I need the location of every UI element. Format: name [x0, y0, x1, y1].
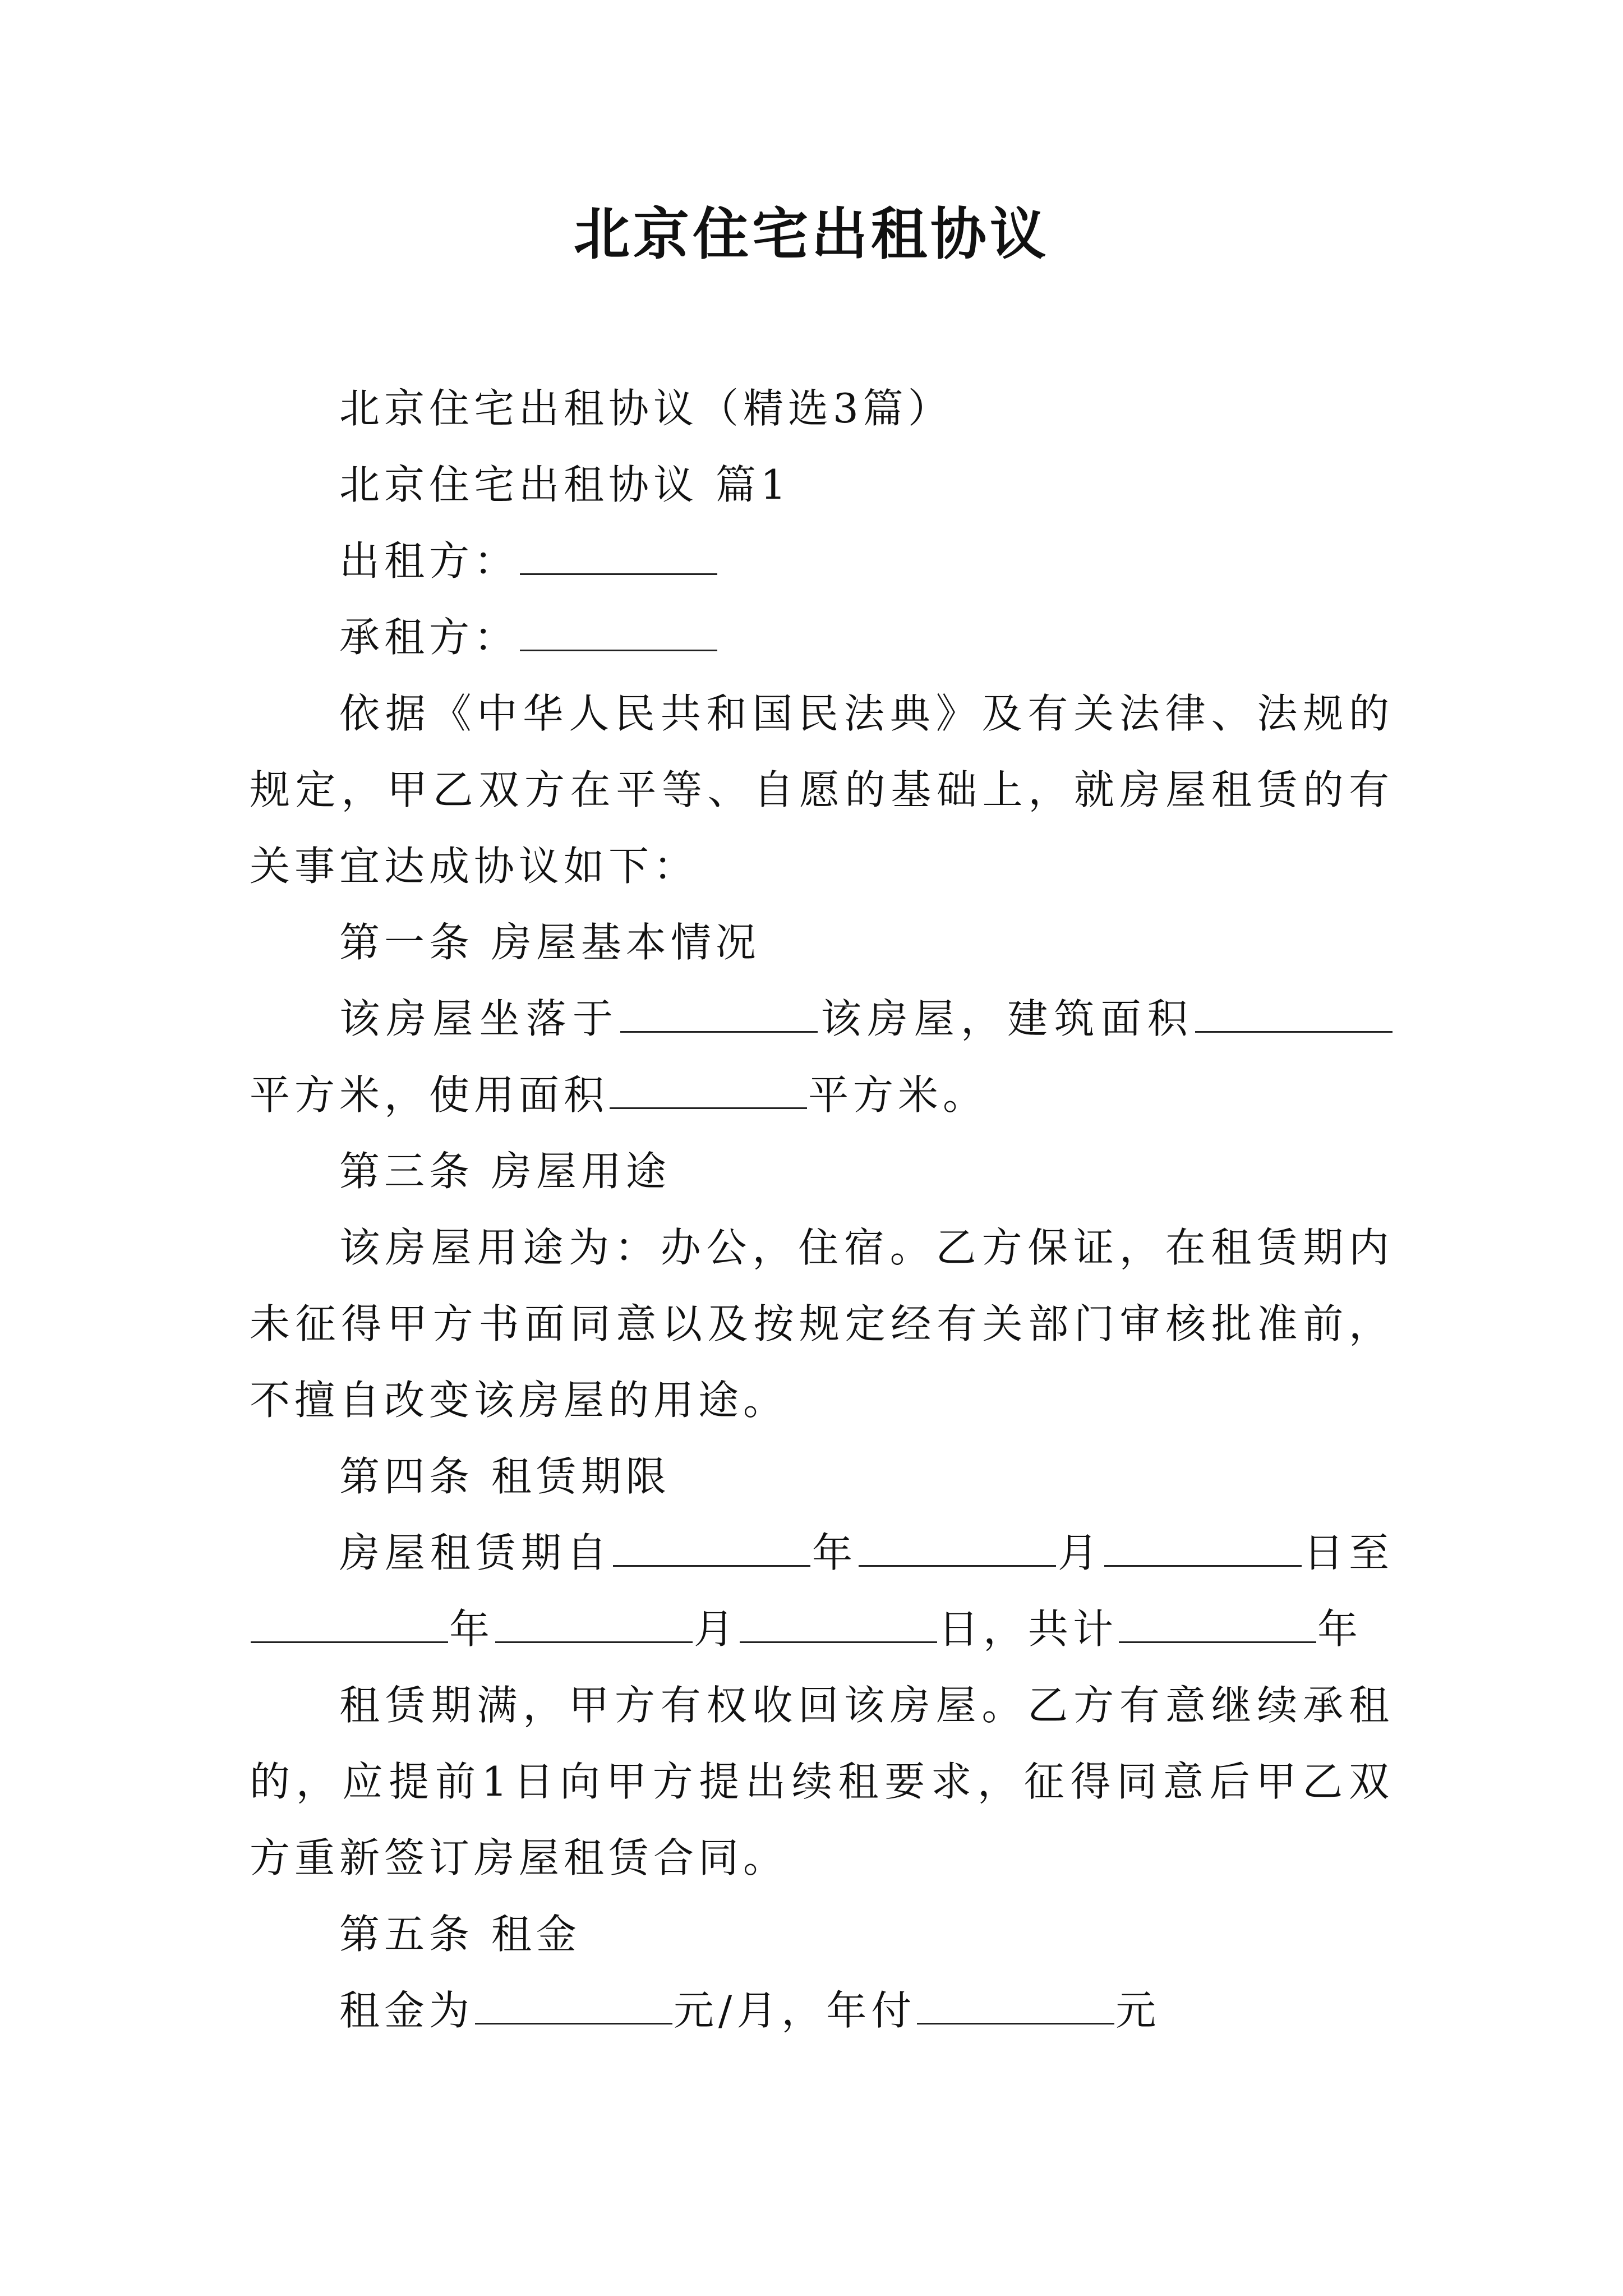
lessee-line	[250, 599, 1394, 675]
document-body	[250, 370, 1394, 2049]
article1-paragraph	[250, 981, 1394, 1133]
lessor-label: 出租方：	[339, 537, 519, 585]
total-years-blank	[1119, 1608, 1316, 1643]
article3-paragraph: 该房屋用途为：办公，住宿。乙方保证，在租赁期内未征得甲方书面同意以及按规定经有关部门审核批准前，不擅自改变该房屋的用途。	[250, 1224, 1394, 1424]
start-month-blank	[859, 1531, 1056, 1567]
article4-seg1: 房屋租赁期自	[339, 1529, 612, 1576]
article1-seg2: 该房屋，建筑面积	[819, 995, 1194, 1042]
article1-seg4: 平方米。	[808, 1071, 988, 1119]
article5-seg2: 元/月，年付	[674, 1987, 916, 2034]
article4-renewal-paragraph: 租赁期满，甲方有权收回该房屋。乙方有意继续承租的，应提前1日向甲方提出续租要求，征得同意后甲乙双方重新签订房屋租赁合同。	[250, 1682, 1394, 1881]
start-day-blank	[1104, 1531, 1302, 1567]
building-area-blank	[1195, 997, 1393, 1033]
article1-seg1: 该房屋坐落于	[339, 995, 620, 1042]
article4-seg2: 年	[811, 1529, 857, 1576]
article5-heading: 第五条 租金	[339, 1911, 581, 1958]
end-year-blank	[251, 1608, 448, 1643]
article4-seg6: 月	[694, 1605, 739, 1653]
article1-seg3: 平方米，使用面积	[250, 1071, 609, 1119]
location-blank	[620, 997, 818, 1033]
article5-seg3: 元	[1115, 1987, 1161, 2034]
usable-area-blank	[610, 1074, 807, 1109]
article5-paragraph	[250, 1972, 1394, 2049]
end-day-blank	[740, 1608, 937, 1643]
lessor-blank	[520, 540, 717, 575]
annual-payment-blank	[917, 1989, 1114, 2024]
article4-seg4: 日至	[1302, 1529, 1394, 1576]
start-year-blank	[613, 1531, 810, 1567]
lessee-blank	[520, 616, 717, 651]
document-subtitle: 北京住宅出租协议（精选3篇）	[339, 385, 953, 432]
document-title: 北京住宅出租协议	[574, 201, 1049, 267]
article4-seg3: 月	[1057, 1529, 1103, 1576]
lessee-label: 承租方：	[339, 614, 519, 661]
article1-heading: 第一条 房屋基本情况	[339, 919, 760, 966]
intro-paragraph: 依据《中华人民共和国民法典》及有关法律、法规的规定，甲乙双方在平等、自愿的基础上，就房屋租赁的有关事宜达成协议如下：	[250, 690, 1394, 890]
article4-paragraph	[250, 1515, 1394, 1667]
part-heading: 北京住宅出租协议 篇1	[339, 461, 791, 508]
article4-heading: 第四条 租赁期限	[339, 1453, 671, 1500]
article3-heading: 第三条 房屋用途	[339, 1148, 671, 1195]
end-month-blank	[495, 1608, 693, 1643]
monthly-rent-blank	[475, 1989, 672, 2024]
article4-seg8: 年	[1317, 1605, 1363, 1653]
lessor-line	[250, 523, 1394, 599]
article4-seg5: 年	[449, 1605, 495, 1653]
article4-seg7: 日，共计	[938, 1605, 1118, 1653]
article5-seg1: 租金为	[339, 1987, 474, 2034]
